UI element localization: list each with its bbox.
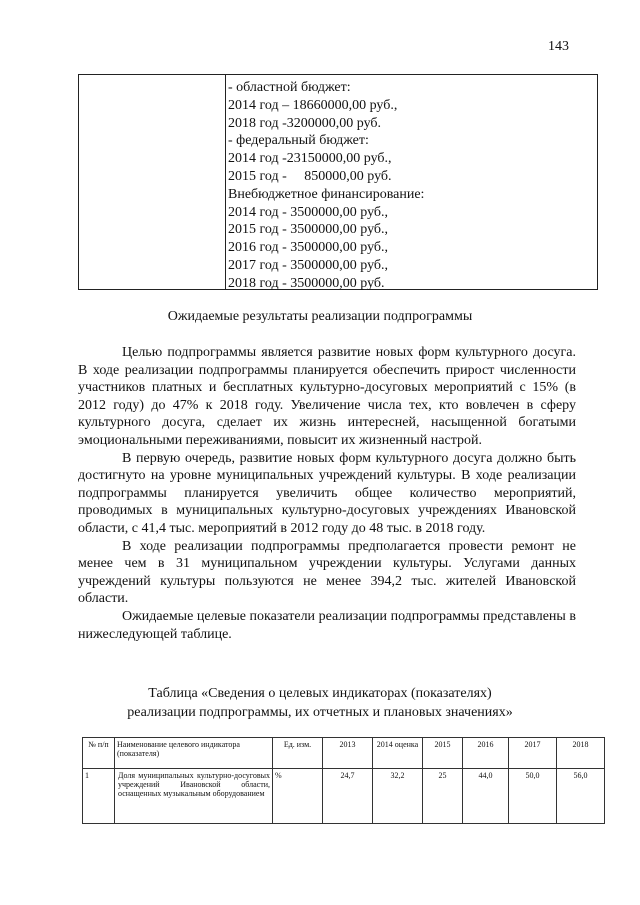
section-title: Ожидаемые результаты реализации подпрограммы: [167, 309, 473, 324]
funding-line: 2014 год – 18660000,00 руб.,: [228, 97, 398, 113]
paragraph: В первую очередь, развитие новых форм культурного досуга должно быть достигнуто на уровне муниципальных учреждений культуры. В ходе реализации подпрограммы планируется увеличить общее количество мероприятий, проводимых в муниципальных культурно-досуговых учреждениях Ивановской области, с 41,4 тыс. мероприятий в 2012 году до 48 тыс. в 2018 году.: [78, 450, 576, 536]
cell-unit: %: [273, 769, 323, 824]
cell-num: 1: [83, 769, 115, 824]
funding-line: 2015 год - 3500000,00 руб.,: [228, 222, 389, 238]
table-caption: [0, 684, 640, 722]
funding-line: 2017 год - 3500000,00 руб.,: [228, 257, 389, 273]
header-2015: 2015: [423, 738, 463, 769]
table-caption-line: реализации подпрограммы, их отчетных и плановых значениях»: [127, 705, 513, 720]
header-name: Наименование целевого индикатора (показателя): [115, 738, 273, 769]
table-header-row: [83, 738, 605, 769]
cell-name: Доля муниципальных культурно-досуговых учреждений Ивановской области, оснащенных музыкальным оборудованием: [115, 769, 273, 824]
funding-line: 2015 год - 850000,00 руб.: [228, 168, 392, 184]
cell-2017: 50,0: [509, 769, 557, 824]
funding-line: - областной бюджет:: [228, 80, 351, 95]
cell-2014: 32,2: [373, 769, 423, 824]
funding-table-values-cell: [228, 79, 593, 293]
table-row: [83, 769, 605, 824]
funding-line: - федеральный бюджет:: [228, 133, 369, 149]
header-2014: 2014 оценка: [373, 738, 423, 769]
cell-2015: 25: [423, 769, 463, 824]
cell-2016: 44,0: [463, 769, 509, 824]
indicators-table: [82, 737, 605, 824]
paragraph: Ожидаемые целевые показатели реализации подпрограммы представлены в нижеследующей таблице.: [78, 608, 576, 642]
header-num: № п/п: [83, 738, 115, 769]
cell-2018: 56,0: [557, 769, 605, 824]
table-caption-line: Таблица «Сведения о целевых индикаторах (показателях): [148, 686, 492, 701]
paragraph: В ходе реализации подпрограммы предполагается провести ремонт не менее чем в 31 муниципальном учреждении культуры. Услугами данных учреждений культуры пользуются не менее 394,2 тыс. жителей Ивановской области.: [78, 538, 576, 607]
funding-line: 2014 год - 3500000,00 руб.,: [228, 204, 389, 220]
funding-table: [78, 74, 598, 290]
body-text: [78, 344, 576, 643]
header-unit: Ед. изм.: [273, 738, 323, 769]
funding-line: 2014 год -23150000,00 руб.,: [228, 151, 392, 167]
paragraph: Целью подпрограммы является развитие новых форм культурного досуга. В ходе реализации подпрограммы планируется обеспечить прирост численности участников платных и бесплатных культурно-досуговых мероприятий с 15% (в 2012 году) до 47% к 2018 году. Увеличение числа тех, кто вовлечен в сферу культурного досуга, сделает их жизнь интересней, насыщенной богатыми эмоциональными переживаниями, повысит их жизненный настрой.: [78, 345, 576, 448]
header-2018: 2018: [557, 738, 605, 769]
funding-line: 2018 год -3200000,00 руб.: [228, 115, 382, 131]
header-2016: 2016: [463, 738, 509, 769]
funding-line: 2016 год - 3500000,00 руб.,: [228, 240, 389, 256]
cell-2013: 24,7: [323, 769, 373, 824]
header-2013: 2013: [323, 738, 373, 769]
header-2017: 2017: [509, 738, 557, 769]
funding-line: Внебюджетное финансирование:: [228, 186, 425, 202]
funding-table-label-cell: [79, 75, 226, 289]
funding-line: 2018 год - 3500000,00 руб.: [228, 275, 385, 291]
page-number: 143: [548, 39, 569, 54]
